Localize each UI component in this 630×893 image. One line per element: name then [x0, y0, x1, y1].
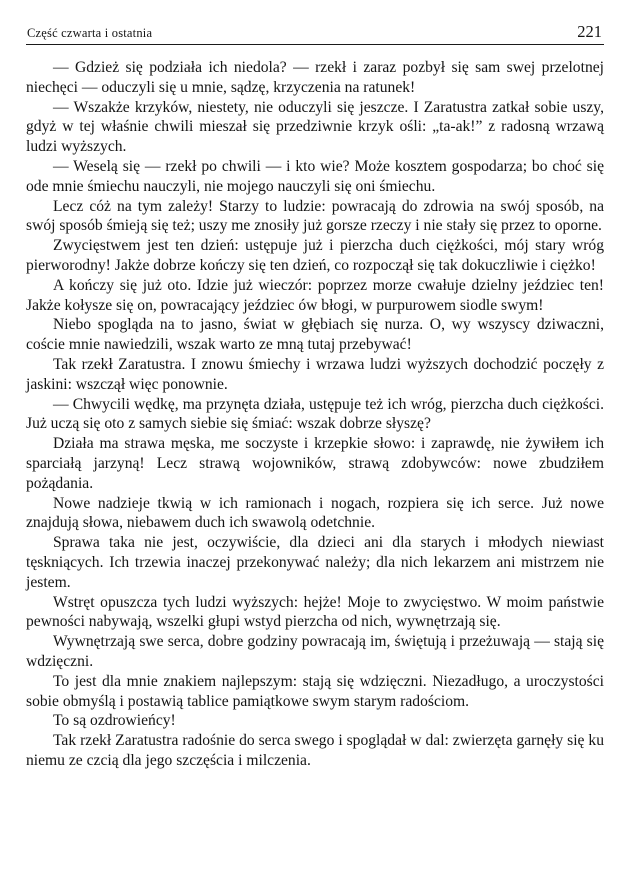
page-number: 221	[577, 22, 602, 41]
paragraph: Lecz cóż na tym zależy! Starzy to ludzie: powracają do zdrowia na swój sposób, na swój sposób śmieją się też; uszy me znosiły już gorsze rzeczy i nie stały się przez to oporne.	[26, 197, 604, 235]
paragraph: — Wszakże krzyków, niestety, nie oduczyli się jeszcze. I Zaratustra zatkał sobie uszy, gdyż w tej właśnie chwili mieszał się przedziwnie krzyk ośli: „ta-ak!” z radosną wrzawą ludzi wyższych.	[26, 98, 604, 156]
paragraph: Sprawa taka nie jest, oczywiście, dla dzieci ani dla starych i młodych niewiast tęskniących. Ich trzewia inaczej przekonywać należy; dla nich lekarzem ani mistrzem nie jestem.	[26, 534, 604, 591]
paragraph: Działa ma strawa męska, me soczyste i krzepkie słowo: i zaprawdę, nie żywiłem ich sparciałą jarzyną! Lecz strawą wojowników, strawą zdobywców: nowe zbudziłem pożądania.	[26, 435, 604, 492]
paragraph: Niebo spogląda na to jasno, świat w głębiach się nurza. O, wy wszyscy dziwaczni, coście mnie nawiedzili, wszak warto ze mną tutaj przebywać!	[26, 316, 604, 354]
paragraph: — Weselą się — rzekł po chwili — i kto wie? Może kosztem gospodarza; bo choć się ode mnie śmiechu nauczyli, nie mojego nauczyli się oni śmiechu.	[26, 157, 604, 195]
paragraph: Zwycięstwem jest ten dzień: ustępuje już i pierzcha duch ciężkości, mój stary wróg pierworodny! Jakże dobrze kończy się ten dzień, co rozpoczął się tak dokuczliwie i ciężko!	[26, 237, 604, 274]
paragraph: — Chwycili wędkę, ma przynęta działa, ustępuje też ich wróg, pierzcha duch ciężkości. Już uczą się oto z samych siebie się śmiać: wszak dobrze słyszę?	[26, 395, 604, 433]
paragraph: — Gdzież się podziała ich niedola? — rzekł i zaraz pozbył się sam swej przelotnej niechęci — oduczyli się u mnie, sądzę, krzyczenia na ratunek!	[26, 59, 604, 96]
page-header	[26, 20, 604, 45]
paragraph: Tak rzekł Zaratustra. I znowu śmiechy i wrzawa ludzi wyższych dochodzić poczęły z jaskini: wszczął więc ponownie.	[26, 355, 604, 393]
paragraph: Wstręt opuszcza tych ludzi wyższych: hejże! Moje to zwycięstwo. W moim państwie pewności nabywają, wszelki głupi wstyd pierzcha od nich, wywnętrzają się.	[26, 593, 604, 631]
paragraph: Wywnętrzają swe serca, dobre godziny powracają im, świętują i przeżuwają — stają się wdzięczni.	[26, 633, 604, 670]
paragraph: To jest dla mnie znakiem najlepszym: stają się wdzięczni. Niezadługo, a uroczystości sobie obmyślą i postawią tablice pamiątkowe swym starym radościom.	[26, 672, 604, 710]
running-head: Część czwarta i ostatnia	[27, 26, 153, 40]
paragraph: A kończy się już oto. Idzie już wieczór: poprzez morze cwałuje dzielny jeździec ten! Jakże kołysze się on, powracający jeździec ów błogi, w purpurowem siodle swym!	[26, 276, 604, 314]
book-page	[26, 20, 604, 771]
body-text	[26, 58, 604, 771]
paragraph: Nowe nadzieje tkwią w ich ramionach i nogach, rozpiera się ich serce. Już nowe znajdują słowa, niebawem duch ich swawolą odetchnie.	[26, 494, 604, 532]
paragraph: Tak rzekł Zaratustra radośnie do serca swego i spoglądał w dal: zwierzęta garnęły się ku niemu ze czcią dla jego szczęścia i milczenia.	[26, 732, 604, 769]
paragraph: To są ozdrowieńcy!	[53, 712, 176, 730]
